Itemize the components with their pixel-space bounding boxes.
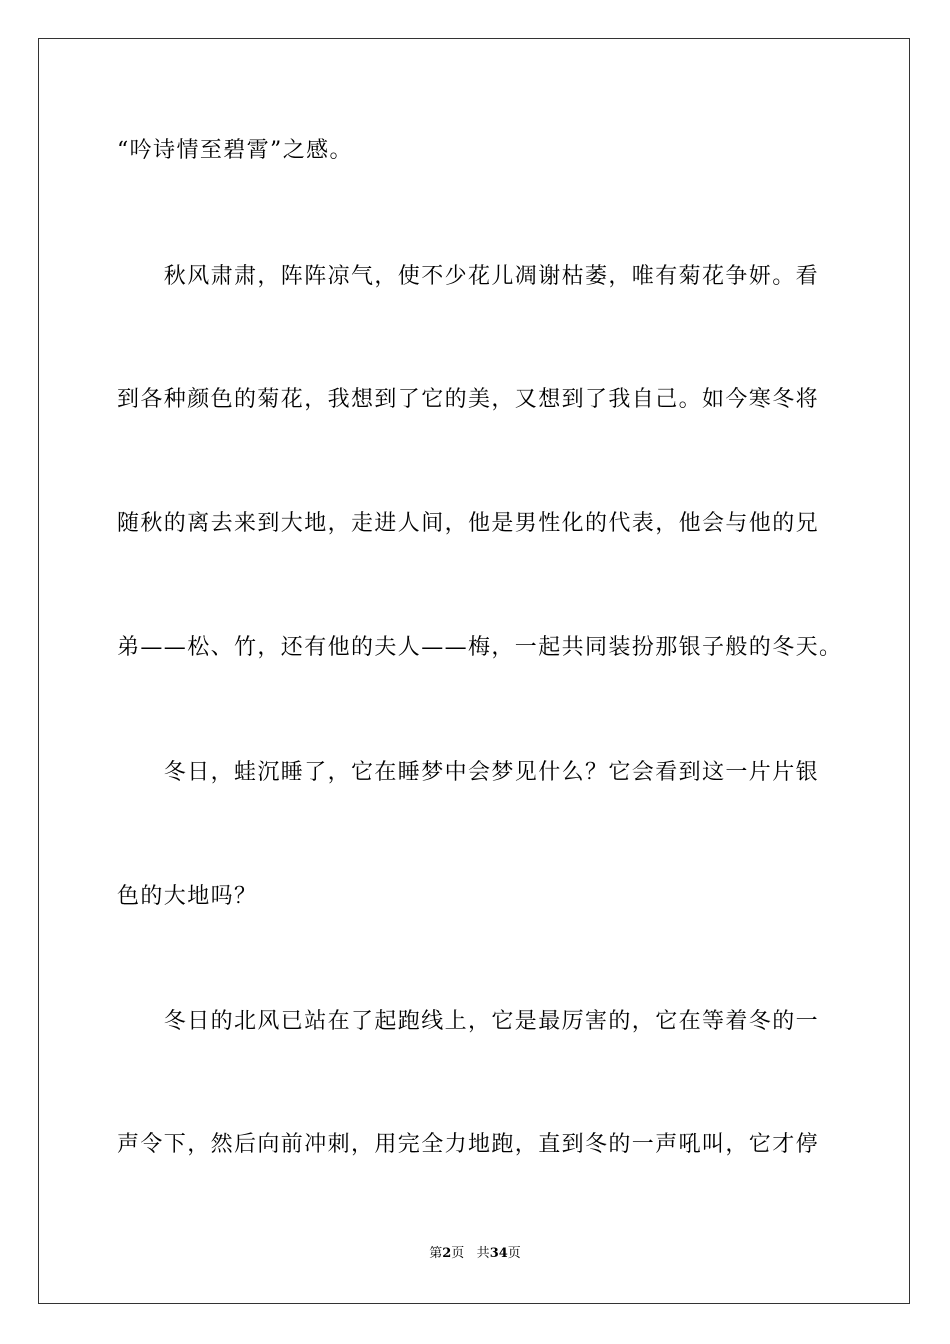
text-line: “吟诗情至碧霄”之感。 [117, 138, 353, 163]
current-page-number: 2 [442, 1246, 452, 1261]
text-line: 随秋的离去来到大地，走进人间，他是男性化的代表，他会与他的兄 [117, 511, 820, 536]
total-prefix: 共 [476, 1246, 490, 1261]
text-line: 色的大地吗？ [117, 884, 258, 909]
text-line: 冬日的北风已站在了起跑线上，它是最厉害的，它在等着冬的一 [117, 1009, 820, 1034]
page-suffix: 页 [451, 1246, 465, 1261]
text-line: 秋风肃肃，阵阵凉气，使不少花儿凋谢枯萎，唯有菊花争妍。看 [117, 264, 820, 289]
text-line: 冬日，蛙沉睡了，它在睡梦中会梦见什么？它会看到这一片片银 [117, 760, 820, 785]
total-pages-number: 34 [489, 1246, 508, 1261]
text-line: 到各种颜色的菊花，我想到了它的美，又想到了我自己。如今寒冬将 [117, 387, 820, 412]
page-prefix: 第 [429, 1246, 443, 1261]
page-border [38, 38, 910, 1304]
page-footer [0, 1245, 950, 1263]
text-line: 声令下，然后向前冲刺，用完全力地跑，直到冬的一声吼叫，它才停 [117, 1132, 820, 1157]
text-line: 弟——松、竹，还有他的夫人——梅，一起共同装扮那银子般的冬天。 [117, 635, 843, 660]
total-suffix: 页 [507, 1246, 521, 1261]
